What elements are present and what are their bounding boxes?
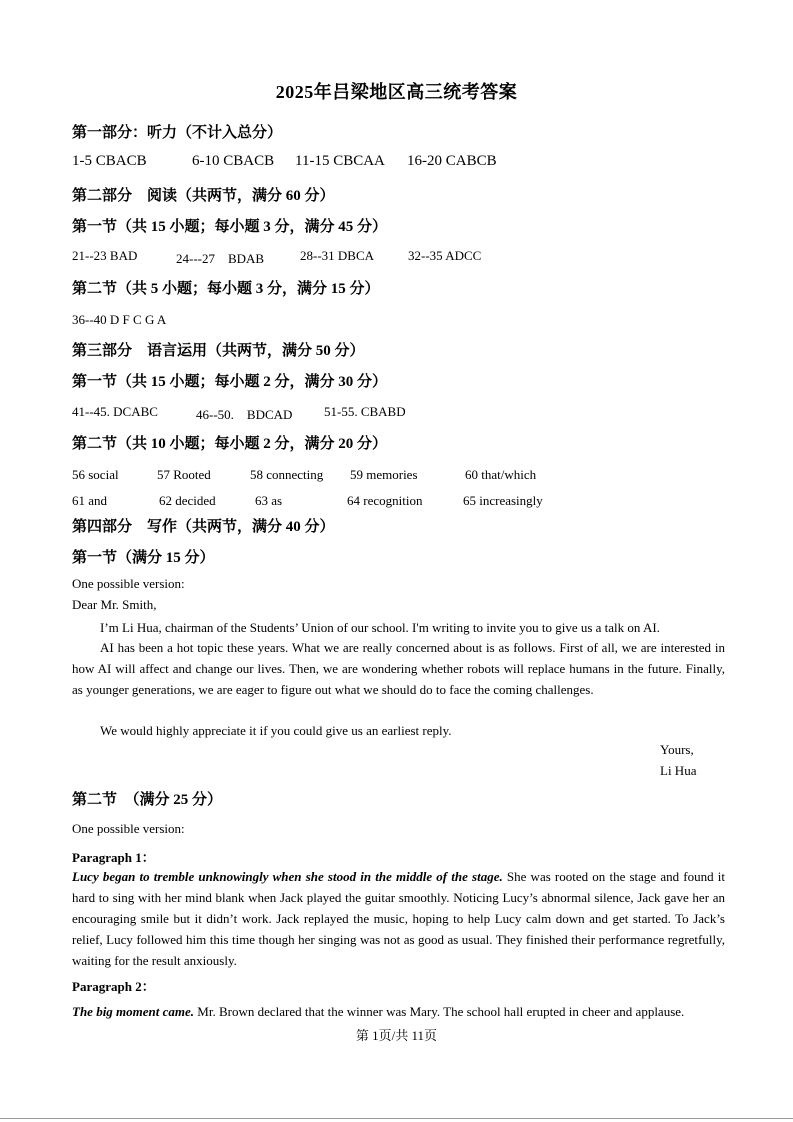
version-label: One possible version: xyxy=(72,821,185,836)
story-lead-sentence: The big moment came. xyxy=(72,1004,195,1019)
answer-cell: 63 as xyxy=(255,493,283,508)
answer-group: 51-55. CBABD xyxy=(324,404,406,419)
part1-heading: 第一部分：听力（不计入总分） xyxy=(72,125,283,141)
answer-group: 21--23 BAD xyxy=(72,248,138,263)
page-bottom-divider xyxy=(0,1118,793,1119)
part4-section1-heading: 第一节（满分 15 分） xyxy=(72,550,215,566)
part3-section1-heading: 第一节（共 15 小题；每小题 2 分，满分 30 分） xyxy=(72,374,388,390)
answer-cell: 56 social xyxy=(72,467,119,482)
answer-group: 46--50. BDCAD xyxy=(196,407,293,422)
answer-cell: 65 increasingly xyxy=(463,493,543,508)
part4-section2-heading: 第二节 （满分 25 分） xyxy=(72,792,223,808)
answer-group: 36--40 D F C G A xyxy=(72,312,167,327)
letter-paragraph: I’m Li Hua, chairman of the Students’ Union of our school. I'm writing to invite you to give us a talk on AI. xyxy=(100,620,660,635)
answer-group: 6-10 CBACB xyxy=(192,153,275,169)
answer-cell: 57 Rooted xyxy=(157,467,211,482)
part2-heading: 第二部分 阅读（共两节，满分 60 分） xyxy=(72,188,335,204)
letter-paragraph: AI has been a hot topic these years. What we are really concerned about is as follows. First of all, we are interested in how AI will affect and change our lives. Then, we are wondering whether robots will replace humans in the future. Finally, as younger generations, we are eager to figure out what we should do to face the coming challenges. xyxy=(72,640,725,697)
letter-closing: Yours, xyxy=(660,742,694,757)
letter-paragraph: We would highly appreciate it if you could give us an earliest reply. xyxy=(100,723,452,738)
part3-section2-heading: 第二节（共 10 小题；每小题 2 分，满分 20 分） xyxy=(72,436,388,452)
part4-heading: 第四部分 写作（共两节，满分 40 分） xyxy=(72,519,335,535)
answer-group: 1-5 CBACB xyxy=(72,153,147,169)
page-title: 2025年吕梁地区高三统考答案 xyxy=(275,82,518,102)
part2-section1-heading: 第一节（共 15 小题；每小题 3 分，满分 45 分） xyxy=(72,219,388,235)
answer-cell: 59 memories xyxy=(350,467,418,482)
answer-group: 28--31 DBCA xyxy=(300,248,375,263)
story-paragraph-2 xyxy=(72,1001,725,1022)
part3-heading: 第三部分 语言运用（共两节，满分 50 分） xyxy=(72,343,365,359)
answer-cell: 58 connecting xyxy=(250,467,324,482)
answer-group: 24---27 BDAB xyxy=(176,251,265,266)
story-lead-sentence: Lucy began to tremble unknowingly when she stood in the middle of the stage. xyxy=(72,869,503,884)
answer-group: 11-15 CBCAA xyxy=(295,153,385,169)
answer-group: 16-20 CABCB xyxy=(407,153,497,169)
answer-cell: 62 decided xyxy=(159,493,216,508)
story-body: She was rooted on the stage and found it hard to sing with her mind blank when Jack played the guitar smoothly. Noticing Lucy’s abnormal silence, Jack gave her an encouraging smile but it didn’t work. Jack replayed the music, hoping to help Lucy calm down and get started. To Jack’s relief, Lucy followed him this time though her singing was not as good as usual. They finished their performance regretfully, waiting for the result anxiously. xyxy=(72,869,726,968)
paragraph-label: Paragraph 1： xyxy=(72,850,155,865)
page-footer: 第 1页/共 11页 xyxy=(355,1028,438,1043)
answer-cell: 60 that/which xyxy=(465,467,537,482)
letter-greeting: Dear Mr. Smith, xyxy=(72,597,157,612)
answer-cell: 64 recognition xyxy=(347,493,423,508)
story-paragraph-1 xyxy=(72,866,725,971)
story-body: Mr. Brown declared that the winner was Mary. The school hall erupted in cheer and applause. xyxy=(194,1004,685,1019)
part2-section2-heading: 第二节（共 5 小题；每小题 3 分，满分 15 分） xyxy=(72,281,380,297)
version-label: One possible version: xyxy=(72,576,185,591)
answer-group: 32--35 ADCC xyxy=(408,248,482,263)
answer-cell: 61 and xyxy=(72,493,108,508)
answer-group: 41--45. DCABC xyxy=(72,404,158,419)
paragraph-label: Paragraph 2： xyxy=(72,979,155,994)
letter-signature: Li Hua xyxy=(660,763,697,778)
